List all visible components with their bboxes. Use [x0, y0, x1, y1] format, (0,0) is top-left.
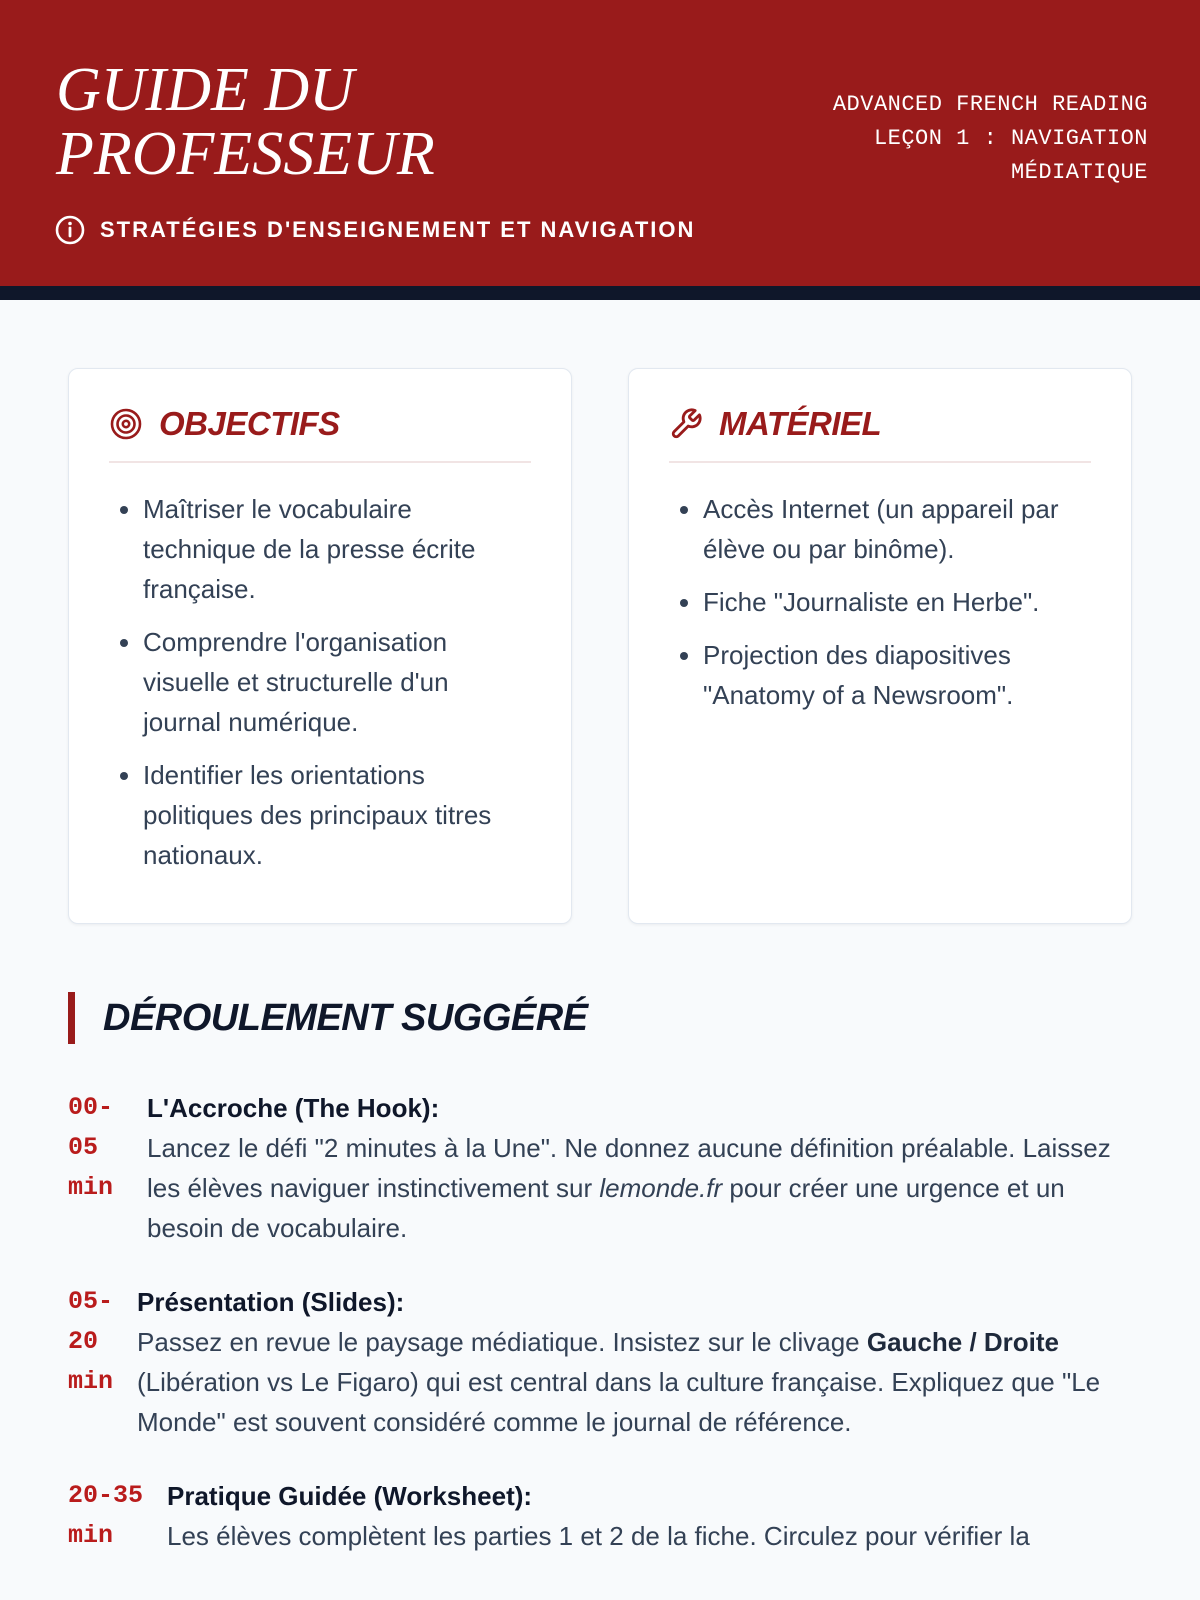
step-title: Pratique Guidée (Worksheet): — [167, 1481, 533, 1511]
step-time-end: 20 — [68, 1327, 99, 1356]
step-emphasis: lemonde.fr — [599, 1173, 723, 1203]
info-cards — [68, 368, 1132, 924]
objective-item: • Comprendre l'organisation visuelle et structurelle d'un journal numérique. — [143, 622, 531, 742]
objective-item: • Identifier les orientations politiques des principaux titres nationaux. — [143, 755, 531, 875]
page-title: GUIDE DU PROFESSEUR — [56, 56, 435, 188]
step-time-unit: min — [68, 1367, 114, 1396]
step-time — [68, 1282, 113, 1442]
info-icon — [54, 214, 86, 246]
step-text: Lancez le défi "2 minutes à la Une". Ne donnez aucune définition préalable. Laissez les élèves naviguer instinctivement sur — [147, 1133, 1111, 1203]
step-time-end: 05 — [68, 1133, 99, 1162]
objectives-list — [109, 489, 531, 875]
material-item: • Fiche "Journaliste en Herbe". — [703, 582, 1091, 622]
material-item: • Accès Internet (un appareil par élève ou par binôme). — [703, 489, 1091, 569]
materials-card — [628, 368, 1132, 924]
materials-title: MATÉRIEL — [719, 405, 882, 442]
step-title: Présentation (Slides): — [137, 1287, 405, 1317]
objectives-title: OBJECTIFS — [159, 405, 340, 442]
step-item — [68, 1476, 1148, 1556]
step-body — [137, 1282, 1148, 1442]
step-time-unit: min — [68, 1173, 114, 1202]
step-time-unit: min — [68, 1521, 114, 1550]
step-time-range: 20-35 — [68, 1481, 144, 1510]
step-body — [137, 1088, 1148, 1248]
step-body — [167, 1476, 1148, 1556]
lesson-name: LEÇON 1 : NAVIGATION MÉDIATIQUE — [873, 126, 1148, 185]
step-time-start: 00- — [68, 1093, 114, 1122]
target-icon — [109, 407, 143, 441]
step-item — [68, 1282, 1148, 1442]
step-text-cont: (Libération vs Le Figaro) qui est central dans la culture française. Expliquez que "Le Monde" est souvent considéré comme le journal de référence. — [137, 1367, 1101, 1437]
step-emphasis: Gauche / Droite — [866, 1327, 1060, 1357]
material-item: • Projection des diapositives "Anatomy of a Newsroom". — [703, 635, 1091, 715]
page-subtitle — [54, 214, 695, 246]
objective-item: • Maîtriser le vocabulaire technique de la presse écrite française. — [143, 489, 531, 609]
course-info — [788, 88, 1148, 190]
lesson-steps — [68, 1088, 1148, 1590]
wrench-icon — [669, 407, 703, 441]
step-title: L'Accroche (The Hook): — [147, 1093, 440, 1123]
course-name: ADVANCED FRENCH READING — [832, 92, 1148, 117]
materials-card-header — [669, 405, 1091, 463]
step-time — [68, 1088, 113, 1248]
objectives-card — [68, 368, 572, 924]
page-header — [0, 0, 1200, 300]
step-time — [68, 1476, 143, 1556]
section-heading: DÉROULEMENT SUGGÉRÉ — [68, 992, 588, 1044]
step-text: Les élèves complètent les parties 1 et 2 de la fiche. Circulez pour vérifier la — [167, 1521, 1030, 1551]
subtitle-text: STRATÉGIES D'ENSEIGNEMENT ET NAVIGATION — [100, 217, 696, 242]
step-item — [68, 1088, 1148, 1248]
step-text-cont: pour créer une urgence et un besoin de vocabulaire. — [147, 1173, 1065, 1243]
step-time-start: 05- — [68, 1287, 114, 1316]
step-text: Passez en revue le paysage médiatique. Insistez sur le clivage — [137, 1327, 867, 1357]
objectives-card-header — [109, 405, 531, 463]
materials-list — [669, 489, 1091, 715]
